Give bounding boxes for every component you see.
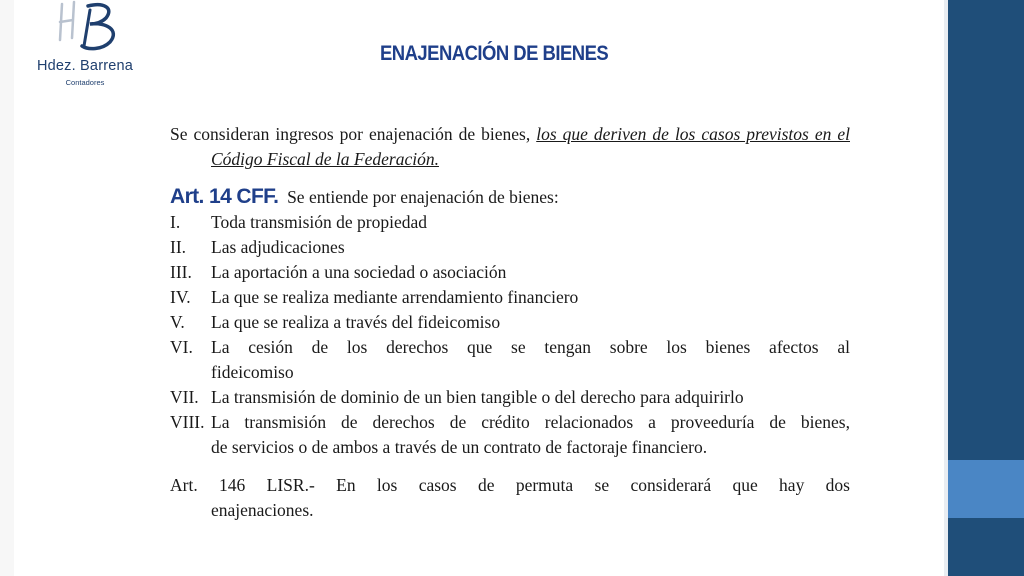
company-logo [30,0,140,95]
accent-bar-top [948,0,1024,460]
list-item-text: La transmisión de dominio de un bien tangible o del derecho para adquirirlo [211,387,744,407]
intro-reference: los que deriven de los casos previstos en el Código Fiscal de la Federación. [211,124,850,169]
list-item-text: La cesión de los derechos que se tengan sobre los bienes afectos al [211,337,850,357]
closing-line-1: Art. 146 LISR.- En los casos de permuta se considerará que hay dos [170,475,850,495]
page-title: ENAJENACIÓN DE BIENES [380,42,609,65]
left-strip [0,0,14,576]
list-item-text-continued: de servicios o de ambos a través de un contrato de factoraje financiero. [211,437,708,457]
list-item [170,210,850,235]
list-item-number: V. [170,312,185,332]
list-item-text: Las adjudicaciones [211,237,345,257]
list-item [170,385,850,410]
logo-name: Hdez. Barrena [36,58,134,74]
enajenacion-list [170,210,850,460]
article-14-line [170,184,850,210]
slide-content [170,122,850,523]
list-item-text: La transmisión de derechos de crédito relacionados a proveeduría de bienes, [211,412,850,432]
list-item-text: La aportación a una sociedad o asociación [211,262,507,282]
article-text: Se entiende por enajenación de bienes: [287,187,559,207]
list-item-number: II. [170,237,187,257]
list-item-text: Toda transmisión de propiedad [211,212,428,232]
list-item [170,310,850,335]
accent-bar-middle [948,460,1024,518]
list-item-number: VII. [170,387,199,407]
list-item-number: IV. [170,287,191,307]
list-item-number: III. [170,262,192,282]
list-item [170,260,850,285]
list-item [170,235,850,260]
closing-paragraph [170,473,850,523]
intro-text: Se consideran ingresos por enajenación de bienes, [170,124,537,144]
list-item-text: La que se realiza a través del fideicomiso [211,312,501,332]
logo-mark-icon [44,0,134,62]
list-item-number: I. [170,212,181,232]
list-item [170,285,850,310]
list-item [170,410,850,460]
list-item-number: VIII. [170,412,205,432]
list-item-text-continued: fideicomiso [211,362,294,382]
list-item-number: VI. [170,337,193,357]
closing-line-2: enajenaciones. [211,500,314,520]
list-item [170,335,850,385]
list-item-text: La que se realiza mediante arrendamiento financiero [211,287,579,307]
article-heading: Art. 14 CFF. [170,185,279,208]
logo-subtitle: Contadores [65,78,105,87]
accent-bar-bottom [948,518,1024,576]
intro-paragraph [170,122,850,172]
